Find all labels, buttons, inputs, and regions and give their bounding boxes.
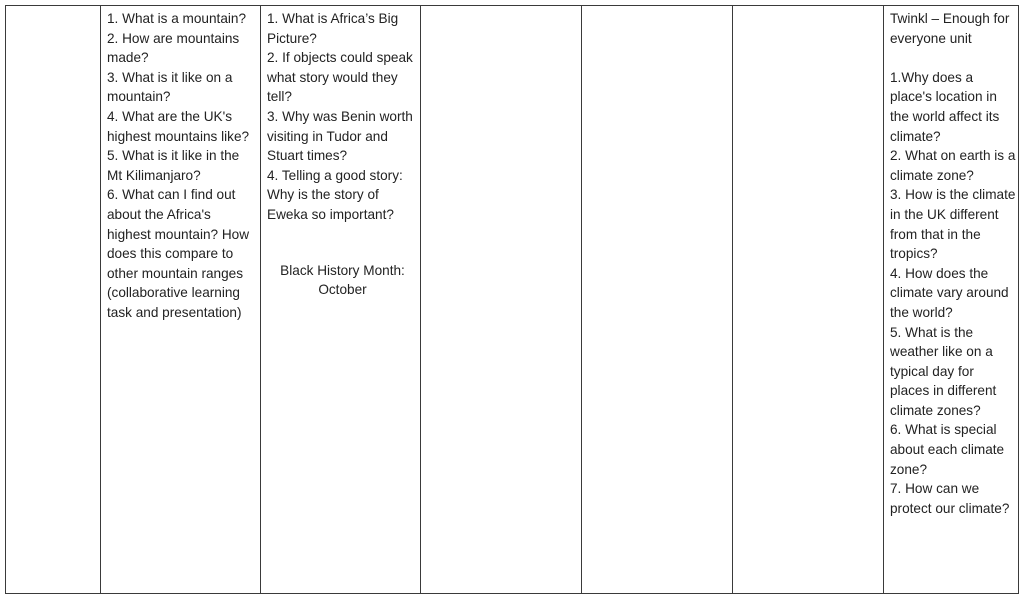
black-history-month-note: Black History Month: October [280, 262, 409, 298]
list-item: 2. What on earth is a climate zone? [890, 148, 1020, 183]
list-item: 2. If objects could speak what story would they tell? [267, 50, 417, 105]
list-item: 2. How are mountains made? [107, 30, 244, 66]
table-cell-mountains [101, 6, 261, 594]
list-item: 4. What are the UK's highest mountains like? [107, 108, 250, 144]
table-cell-africa [261, 6, 421, 594]
list-item: 3. How is the climate in the UK different from that in the tropics? [890, 187, 1020, 262]
list-item: 1. What is Africa’s Big Picture? [267, 11, 402, 46]
list-item: 4. Telling a good story: Why is the story of Eweka so important? [267, 167, 407, 222]
list-item: 6. What is special about each climate zone? [890, 422, 1008, 477]
list-item: 4. How does the climate vary around the world? [890, 265, 1013, 320]
table-cell-climate [884, 6, 1019, 594]
table-row [6, 6, 1019, 594]
table-cell-empty-1 [6, 6, 101, 594]
curriculum-table [5, 5, 1019, 594]
list-item: 5. What is it like in the Mt Kilimanjaro? [107, 148, 243, 183]
table-cell-empty-4 [733, 6, 884, 594]
list-item: 3. What is it like on a mountain? [107, 69, 237, 105]
list-item: 5. What is the weather like on a typical day for places in different climate zones? [890, 324, 1001, 418]
spacer [267, 225, 418, 261]
list-item: 3. Why was Benin worth visiting in Tudor and Stuart times? [267, 108, 417, 164]
list-item: 6. What can I find out about the Africa's highest mountain? How does this compare to other mountain ranges (collaborative learning task and presentation) [107, 187, 253, 320]
table-cell-empty-2 [421, 6, 582, 594]
unit-heading: Twinkl – Enough for everyone unit [890, 11, 1014, 46]
spacer [890, 48, 1016, 68]
list-item: 1.Why does a place's location in the world affect its climate? [890, 69, 1004, 144]
table-cell-empty-3 [582, 6, 733, 594]
list-item: 1. What is a mountain? [107, 11, 247, 26]
list-item: 7. How can we protect our climate? [890, 481, 1010, 516]
